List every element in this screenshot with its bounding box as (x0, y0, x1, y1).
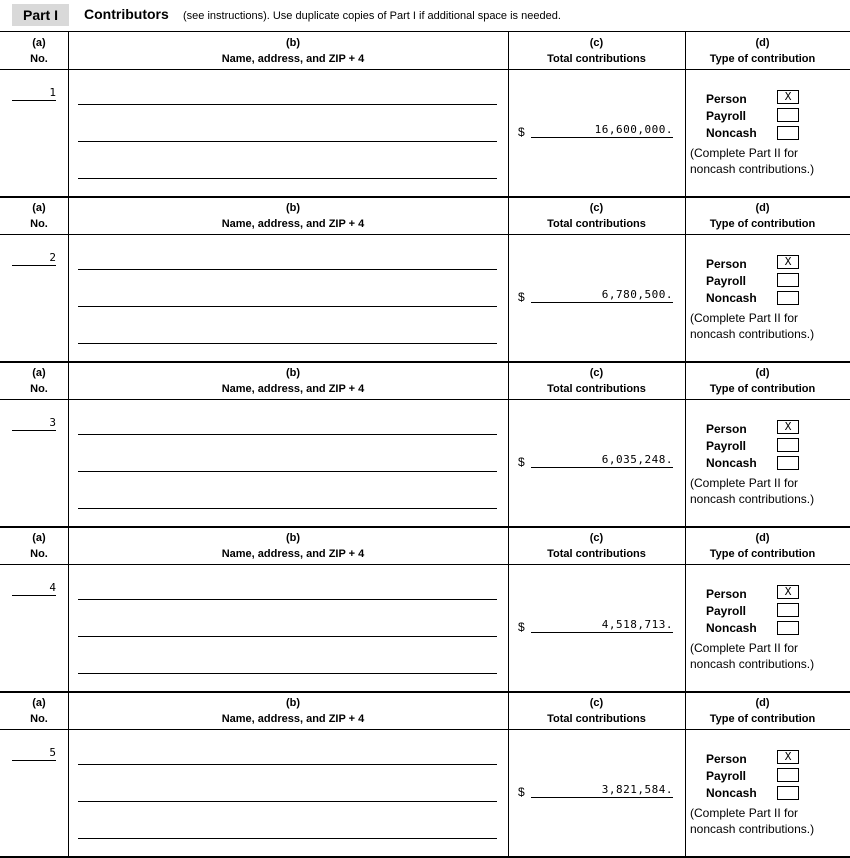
col-b-label: Name, address, and ZIP + 4 (221, 713, 365, 725)
noncash-checkbox[interactable] (777, 456, 799, 470)
address-line[interactable] (78, 306, 497, 307)
noncash-note (690, 310, 814, 342)
col-c-letter: (c) (589, 202, 604, 214)
address-line[interactable] (78, 801, 497, 802)
noncash-note-line1: (Complete Part II for (690, 476, 799, 490)
column-divider (508, 362, 509, 527)
dollar-sign: $ (518, 620, 525, 634)
col-a-header (0, 695, 78, 727)
col-d-letter: (d) (755, 37, 770, 49)
col-b-letter: (b) (285, 202, 301, 214)
noncash-checkbox[interactable] (777, 786, 799, 800)
payroll-checkbox[interactable] (777, 768, 799, 782)
noncash-note-line1: (Complete Part II for (690, 641, 799, 655)
contributor-block (0, 527, 850, 692)
col-a-letter: (a) (32, 202, 46, 214)
col-b-letter: (b) (285, 367, 301, 379)
col-d-letter: (d) (755, 532, 770, 544)
dollar-sign: $ (518, 455, 525, 469)
payroll-checkbox[interactable] (777, 273, 799, 287)
payroll-label: Payroll (706, 604, 747, 618)
noncash-checkbox[interactable] (777, 621, 799, 635)
column-header-row (0, 692, 850, 730)
noncash-note (690, 475, 814, 507)
noncash-label: Noncash (706, 456, 757, 470)
col-b-label: Name, address, and ZIP + 4 (221, 383, 365, 395)
noncash-label: Noncash (706, 126, 757, 140)
dollar-sign: $ (518, 785, 525, 799)
column-divider (68, 32, 69, 197)
zip-line[interactable] (78, 508, 497, 509)
col-d-header (685, 695, 840, 727)
name-line[interactable] (78, 599, 497, 600)
person-checkbox[interactable]: X (777, 255, 799, 269)
col-b-label: Name, address, and ZIP + 4 (221, 53, 365, 65)
dollar-sign: $ (518, 125, 525, 139)
noncash-note (690, 145, 814, 177)
col-a-label: No. (30, 53, 48, 65)
col-c-header (508, 365, 685, 397)
col-b-label: Name, address, and ZIP + 4 (221, 218, 365, 230)
noncash-note-line2: noncash contributions.) (690, 327, 815, 341)
col-a-label: No. (30, 218, 48, 230)
person-label: Person (706, 422, 747, 436)
col-d-letter: (d) (755, 367, 770, 379)
person-checkbox[interactable]: X (777, 585, 799, 599)
total-contribution-field[interactable]: 16,600,000. (531, 121, 673, 138)
contributor-number[interactable]: 1 (12, 86, 56, 101)
col-b-label: Name, address, and ZIP + 4 (221, 548, 365, 560)
name-line[interactable] (78, 764, 497, 765)
person-checkbox[interactable]: X (777, 420, 799, 434)
col-d-header (685, 365, 840, 397)
column-header-row (0, 527, 850, 565)
col-c-header (508, 695, 685, 727)
col-d-label: Type of contribution (709, 548, 816, 560)
column-divider (68, 692, 69, 857)
col-a-letter: (a) (32, 532, 46, 544)
noncash-label: Noncash (706, 786, 757, 800)
column-divider (508, 692, 509, 857)
column-divider (685, 527, 686, 692)
col-b-header (78, 35, 508, 67)
contributor-number[interactable]: 4 (12, 581, 56, 596)
noncash-note-line2: noncash contributions.) (690, 657, 815, 671)
col-c-letter: (c) (589, 532, 604, 544)
col-b-header (78, 530, 508, 562)
part-header (0, 0, 850, 32)
noncash-checkbox[interactable] (777, 126, 799, 140)
col-c-letter: (c) (589, 37, 604, 49)
column-divider (685, 362, 686, 527)
zip-line[interactable] (78, 343, 497, 344)
contributor-number[interactable]: 3 (12, 416, 56, 431)
noncash-note-line1: (Complete Part II for (690, 806, 799, 820)
col-b-letter: (b) (285, 532, 301, 544)
col-d-letter: (d) (755, 202, 770, 214)
col-d-label: Type of contribution (709, 713, 816, 725)
column-divider (685, 32, 686, 197)
address-line[interactable] (78, 636, 497, 637)
col-c-label: Total contributions (547, 383, 646, 395)
name-line[interactable] (78, 104, 497, 105)
payroll-label: Payroll (706, 769, 747, 783)
col-a-label: No. (30, 383, 48, 395)
col-b-letter: (b) (285, 37, 301, 49)
col-d-letter: (d) (755, 697, 770, 709)
col-d-header (685, 530, 840, 562)
col-a-letter: (a) (32, 367, 46, 379)
col-b-letter: (b) (285, 697, 301, 709)
noncash-label: Noncash (706, 291, 757, 305)
column-header-row (0, 32, 850, 70)
person-checkbox[interactable]: X (777, 90, 799, 104)
block-divider (0, 856, 850, 858)
col-c-label: Total contributions (547, 548, 646, 560)
col-c-header (508, 530, 685, 562)
column-divider (508, 197, 509, 362)
col-d-label: Type of contribution (709, 218, 816, 230)
payroll-label: Payroll (706, 274, 747, 288)
dollar-sign: $ (518, 290, 525, 304)
column-divider (68, 362, 69, 527)
column-divider (68, 527, 69, 692)
col-c-header (508, 200, 685, 232)
total-contribution-field[interactable]: 6,035,248. (531, 451, 673, 468)
contributor-block (0, 692, 850, 857)
col-d-label: Type of contribution (709, 383, 816, 395)
zip-line[interactable] (78, 673, 497, 674)
noncash-checkbox[interactable] (777, 291, 799, 305)
col-a-label: No. (30, 548, 48, 560)
col-c-header (508, 35, 685, 67)
part-tag: Part I (12, 4, 69, 26)
contributor-number[interactable]: 2 (12, 251, 56, 266)
total-contribution-field[interactable]: 3,821,584. (531, 781, 673, 798)
payroll-label: Payroll (706, 109, 747, 123)
column-divider (68, 197, 69, 362)
contributor-block (0, 32, 850, 197)
col-a-header (0, 530, 78, 562)
total-contribution-field[interactable]: 6,780,500. (531, 286, 673, 303)
noncash-note-line2: noncash contributions.) (690, 162, 815, 176)
col-a-header (0, 35, 78, 67)
payroll-checkbox[interactable] (777, 603, 799, 617)
col-a-letter: (a) (32, 697, 46, 709)
noncash-note-line2: noncash contributions.) (690, 822, 815, 836)
col-d-header (685, 35, 840, 67)
contributor-block (0, 362, 850, 527)
payroll-label: Payroll (706, 439, 747, 453)
payroll-checkbox[interactable] (777, 438, 799, 452)
zip-line[interactable] (78, 178, 497, 179)
column-header-row (0, 197, 850, 235)
contributor-number[interactable]: 5 (12, 746, 56, 761)
col-d-label: Type of contribution (709, 53, 816, 65)
noncash-note (690, 805, 814, 837)
total-contribution-field[interactable]: 4,518,713. (531, 616, 673, 633)
name-line[interactable] (78, 434, 497, 435)
col-c-label: Total contributions (547, 218, 646, 230)
noncash-note-line1: (Complete Part II for (690, 311, 799, 325)
col-b-header (78, 365, 508, 397)
part-title: Contributors (84, 6, 169, 22)
contributor-block (0, 197, 850, 362)
person-label: Person (706, 587, 747, 601)
col-b-header (78, 695, 508, 727)
person-label: Person (706, 92, 747, 106)
address-line[interactable] (78, 141, 497, 142)
zip-line[interactable] (78, 838, 497, 839)
col-d-header (685, 200, 840, 232)
col-c-label: Total contributions (547, 713, 646, 725)
col-a-letter: (a) (32, 37, 46, 49)
person-label: Person (706, 257, 747, 271)
name-line[interactable] (78, 269, 497, 270)
column-divider (685, 197, 686, 362)
column-divider (685, 692, 686, 857)
col-a-header (0, 365, 78, 397)
col-c-label: Total contributions (547, 53, 646, 65)
col-a-header (0, 200, 78, 232)
address-line[interactable] (78, 471, 497, 472)
col-c-letter: (c) (589, 367, 604, 379)
payroll-checkbox[interactable] (777, 108, 799, 122)
part-note: (see instructions). Use duplicate copies of Part I if additional space is needed. (183, 10, 561, 22)
person-checkbox[interactable]: X (777, 750, 799, 764)
noncash-label: Noncash (706, 621, 757, 635)
column-divider (508, 32, 509, 197)
noncash-note-line1: (Complete Part II for (690, 146, 799, 160)
column-divider (508, 527, 509, 692)
noncash-note-line2: noncash contributions.) (690, 492, 815, 506)
col-c-letter: (c) (589, 697, 604, 709)
col-b-header (78, 200, 508, 232)
person-label: Person (706, 752, 747, 766)
noncash-note (690, 640, 814, 672)
col-a-label: No. (30, 713, 48, 725)
column-header-row (0, 362, 850, 400)
